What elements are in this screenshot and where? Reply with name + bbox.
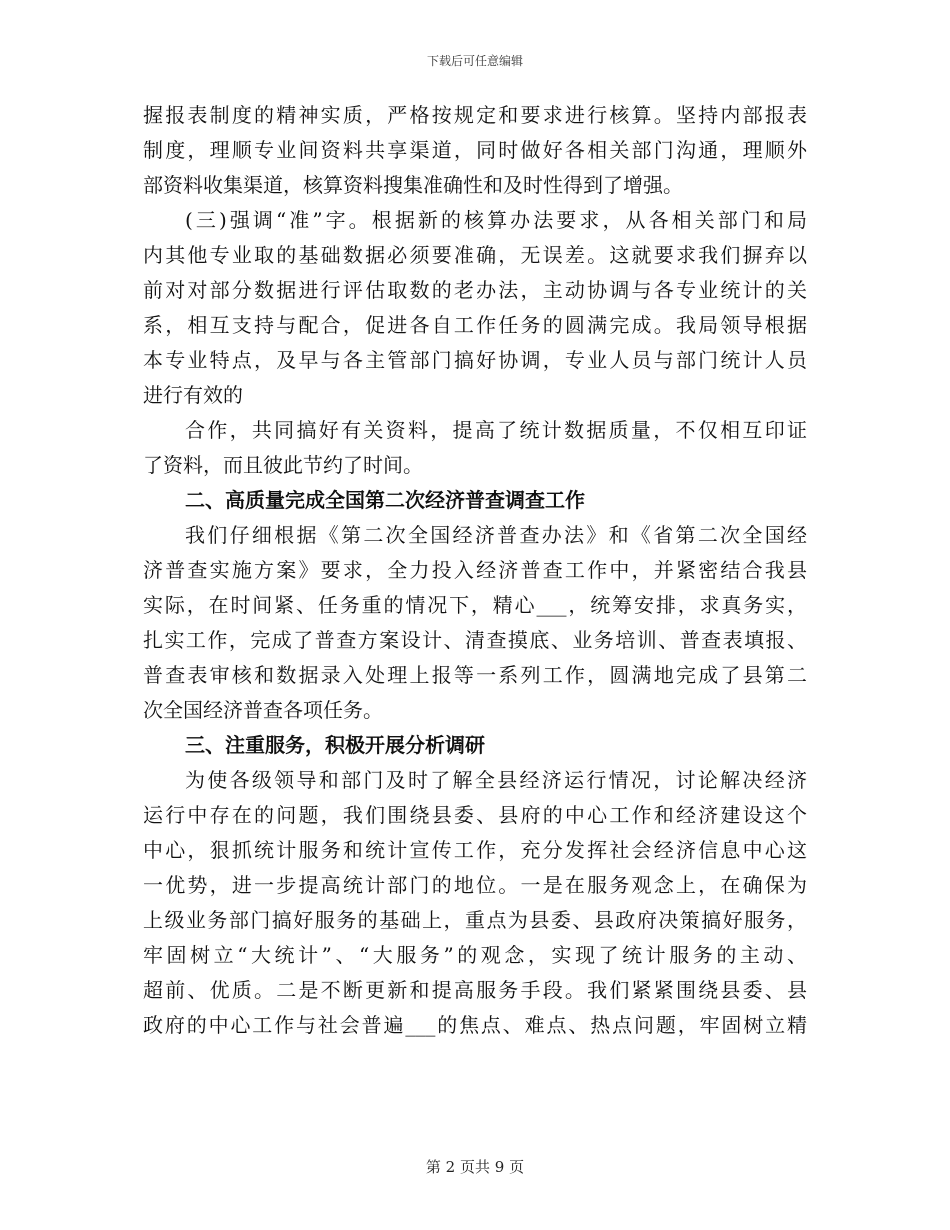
text-line: 政府的中心工作与社会普遍___的焦点、难点、热点问题，牢固树立精 bbox=[143, 1013, 807, 1037]
document-body bbox=[143, 98, 807, 1043]
text-line: 本专业特点，及早与各主管部门搞好协调，专业人员与部门统计人员 bbox=[143, 348, 807, 372]
text-line: 一优势，进一步提高统计部门的地位。一是在服务观念上，在确保为 bbox=[143, 873, 807, 897]
text-line: 次全国经济普查各项任务。 bbox=[143, 698, 383, 722]
text-line: 内其他专业取的基础数据必须要准确，无误差。这就要求我们摒弃以 bbox=[143, 243, 807, 267]
text-line: 普查表审核和数据录入处理上报等一系列工作，圆满地完成了县第二 bbox=[143, 663, 807, 687]
text-line: 运行中存在的问题，我们围绕县委、县府的中心工作和经济建设这个 bbox=[143, 803, 807, 827]
text-line: 制度，理顺专业间资料共享渠道，同时做好各相关部门沟通，理顺外 bbox=[143, 138, 807, 162]
text-line: (三)强调“准”字。根据新的核算办法要求，从各相关部门和局 bbox=[185, 208, 807, 232]
text-line: 济普查实施方案》要求，全力投入经济普查工作中，并紧密结合我县 bbox=[143, 558, 807, 582]
text-line: 握报表制度的精神实质，严格按规定和要求进行核算。坚持内部报表 bbox=[143, 103, 807, 127]
text-line: 为使各级领导和部门及时了解全县经济运行情况，讨论解决经济 bbox=[185, 768, 807, 792]
text-line: 牢固树立“大统计”、“大服务”的观念，实现了统计服务的主动、 bbox=[143, 943, 807, 967]
text-line: 我们仔细根据《第二次全国经济普查办法》和《省第二次全国经 bbox=[185, 523, 807, 547]
text-line: 上级业务部门搞好服务的基础上，重点为县委、县政府决策搞好服务， bbox=[143, 908, 807, 932]
text-line: 合作，共同搞好有关资料，提高了统计数据质量，不仅相互印证 bbox=[185, 418, 807, 442]
text-line: 扎实工作，完成了普查方案设计、清查摸底、业务培训、普查表填报、 bbox=[143, 628, 807, 652]
text-line: 部资料收集渠道，核算资料搜集准确性和及时性得到了增强。 bbox=[143, 173, 683, 197]
text-line: 进行有效的 bbox=[143, 383, 243, 407]
section-heading: 三、注重服务，积极开展分析调研 bbox=[185, 733, 485, 757]
page-header: 下载后可任意编辑 bbox=[426, 54, 523, 68]
page-footer: 第 2 页共 9 页 bbox=[425, 1158, 525, 1176]
text-line: 系，相互支持与配合，促进各自工作任务的圆满完成。我局领导根据 bbox=[143, 313, 807, 337]
text-line: 实际，在时间紧、任务重的情况下，精心___，统筹安排，求真务实， bbox=[143, 593, 807, 617]
text-line: 超前、优质。二是不断更新和提高服务手段。我们紧紧围绕县委、县 bbox=[143, 978, 807, 1002]
text-line: 前对对部分数据进行评估取数的老办法，主动协调与各专业统计的关 bbox=[143, 278, 807, 302]
text-line: 了资料，而且彼此节约了时间。 bbox=[143, 453, 423, 477]
section-heading: 二、高质量完成全国第二次经济普查调查工作 bbox=[185, 488, 585, 512]
text-line: 中心，狠抓统计服务和统计宣传工作，充分发挥社会经济信息中心这 bbox=[143, 838, 807, 862]
